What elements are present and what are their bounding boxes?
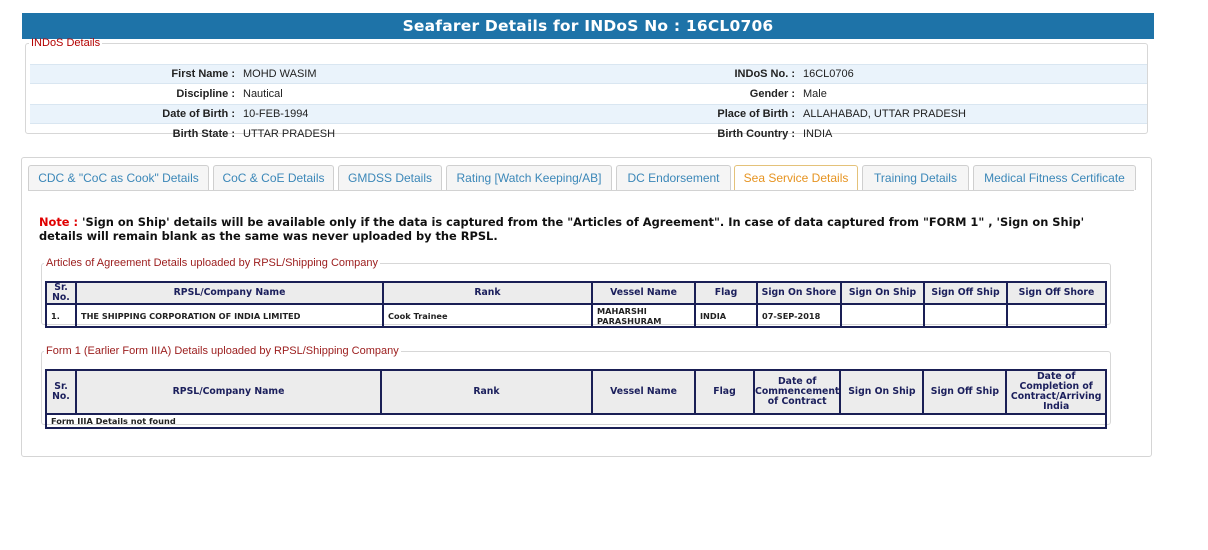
detail-row-dob [30,104,1147,124]
header-company-name: RPSL/Company Name [76,370,381,414]
articles-section [41,257,1111,325]
header-commencement: Date of Commencement of Contract [754,370,840,414]
first-name-value: MOHD WASIM [243,68,317,80]
tab-sea-service[interactable]: Sea Service Details [734,165,858,191]
place-of-birth-value: ALLAHABAD, UTTAR PRADESH [803,108,967,120]
header-sign-on-shore: Sign On Shore [757,282,841,304]
header-flag: Flag [695,370,754,414]
header-sign-off-ship: Sign Off Ship [924,282,1007,304]
dob-value: 10-FEB-1994 [243,108,309,120]
form1-legend: Form 1 (Earlier Form IIIA) Details uploaded by RPSL/Shipping Company [46,345,399,357]
header-flag: Flag [695,282,757,304]
articles-header-row [46,282,1106,304]
detail-row-discipline [30,84,1147,104]
tab-bar [28,165,1148,191]
tab-gmdss[interactable]: GMDSS Details [338,165,442,190]
form1-header-row [46,370,1106,414]
header-completion: Date of Completion of Contract/Arriving India [1006,370,1106,414]
form1-table [45,369,1107,429]
articles-legend: Articles of Agreement Details uploaded by RPSL/Shipping Company [46,257,379,269]
header-sign-off-ship: Sign Off Ship [923,370,1006,414]
table-row [46,304,1106,327]
discipline-label: Discipline : [176,88,235,100]
header-rank: Rank [383,282,592,304]
header-sign-on-ship: Sign On Ship [840,370,923,414]
header-rank: Rank [381,370,592,414]
birth-country-label: Birth Country : [717,128,795,140]
page-title: Seafarer Details for INDoS No : 16CL0706 [22,13,1154,39]
detail-row-first-name [30,64,1147,84]
cell-sr-no: 1. [46,304,76,327]
tab-cdc-coc-cook[interactable]: CDC & "CoC as Cook" Details [28,165,209,190]
tab-dc-endorsement[interactable]: DC Endorsement [616,165,731,190]
header-sign-on-ship: Sign On Ship [841,282,924,304]
cell-sign-on-shore: 07-SEP-2018 [757,304,841,327]
cell-company-name: THE SHIPPING CORPORATION OF INDIA LIMITED [76,304,383,327]
form1-section [41,345,1111,425]
note-body: 'Sign on Ship' details will be available only if the data is captured from the "Articles of Agreement". In case of data captured from "FORM 1" , 'Sign on Ship' details will remain blank as the same was never uploaded by the RPSL. [39,215,1085,243]
not-found-message: Form IIIA Details not found [46,414,1106,428]
table-row [46,414,1106,428]
tab-rating-watch-keeping[interactable]: Rating [Watch Keeping/AB] [446,165,612,190]
detail-row-birth-state [30,124,1147,144]
cell-flag: INDIA [695,304,757,327]
gender-label: Gender : [749,88,795,100]
cell-rank: Cook Trainee [383,304,592,327]
note-label: Note : [39,215,79,229]
cell-sign-off-shore [1007,304,1106,327]
tab-coc-coe[interactable]: CoC & CoE Details [213,165,334,190]
details-panel [21,157,1152,457]
tab-training[interactable]: Training Details [862,165,969,190]
indos-details-legend: INDoS Details [31,37,101,49]
discipline-value: Nautical [243,88,283,100]
header-sr-no: Sr. No. [46,370,76,414]
cell-vessel-name: MAHARSHI PARASHURAM [592,304,695,327]
header-vessel-name: Vessel Name [592,282,695,304]
tab-medical-fitness[interactable]: Medical Fitness Certificate [973,165,1136,190]
tab-divider [28,190,1134,191]
header-company-name: RPSL/Company Name [76,282,383,304]
indos-no-label: INDoS No. : [734,68,795,80]
dob-label: Date of Birth : [162,108,235,120]
note-text [39,216,1109,243]
first-name-label: First Name : [171,68,235,80]
cell-sign-off-ship [924,304,1007,327]
birth-state-value: UTTAR PRADESH [243,128,336,140]
indos-details-section [25,37,1148,140]
birth-country-value: INDIA [803,128,833,140]
header-sign-off-shore: Sign Off Shore [1007,282,1106,304]
indos-no-value: 16CL0706 [803,68,854,80]
birth-state-label: Birth State : [172,128,235,140]
articles-table [45,281,1107,328]
header-sr-no: Sr. No. [46,282,76,304]
cell-sign-on-ship [841,304,924,327]
place-of-birth-label: Place of Birth : [717,108,795,120]
gender-value: Male [803,88,827,100]
header-vessel-name: Vessel Name [592,370,695,414]
